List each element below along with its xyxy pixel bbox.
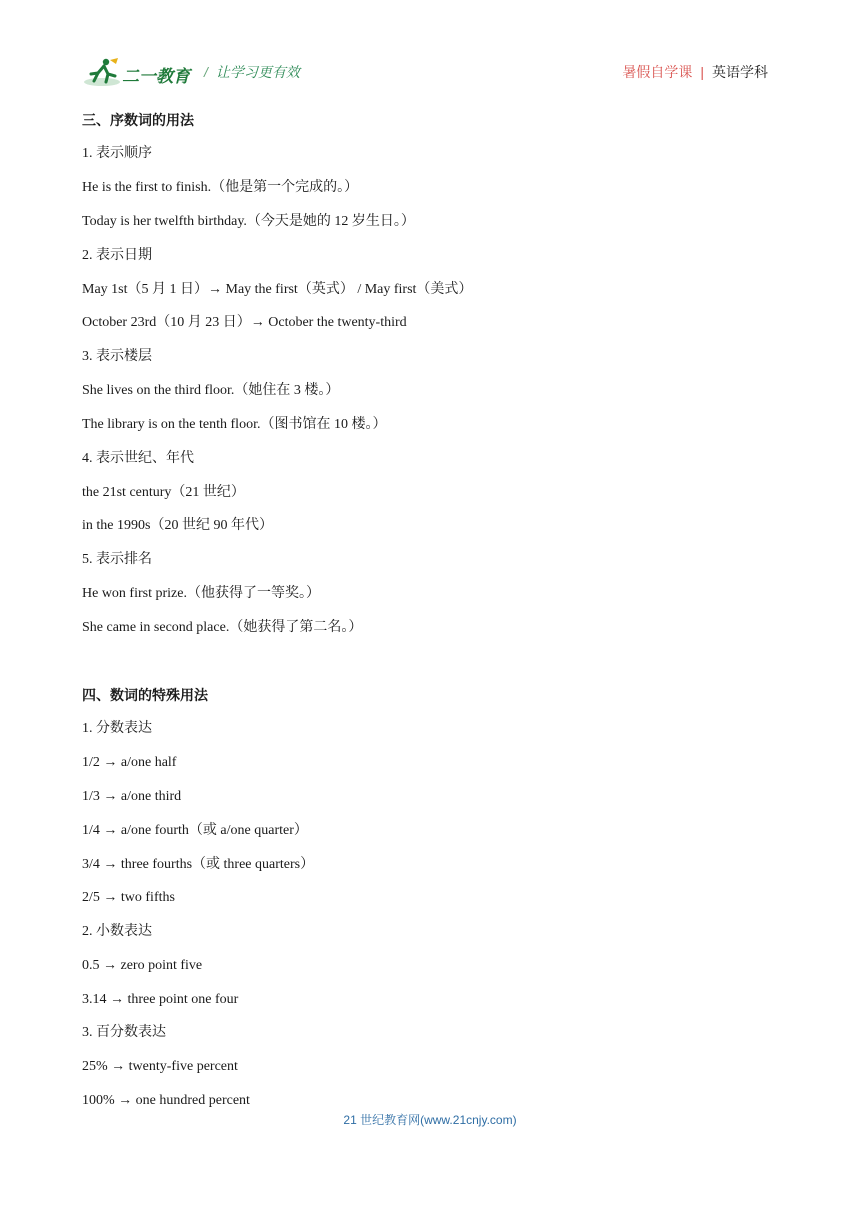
logo — [82, 56, 194, 88]
text-line: in the 1990s（20 世纪 90 年代） — [82, 518, 273, 533]
course-label: 暑假自学课 — [622, 64, 693, 80]
text-line: 5. 表示排名 — [82, 552, 152, 567]
text-line: 2/5 → two fifths — [82, 890, 175, 905]
text-line: 3/4 → three fourths（或 three quarters） — [82, 857, 315, 872]
subject-label: 英语学科 — [712, 64, 768, 80]
text-line: 1. 分数表达 — [82, 721, 152, 736]
text-line: 3. 表示楼层 — [82, 349, 152, 364]
text-line: She lives on the third floor.（她住在 3 楼。） — [82, 383, 340, 398]
header-separator: | — [700, 64, 704, 80]
text-line: 25% → twenty-five percent — [82, 1059, 238, 1074]
text-line: 1/3 → a/one third — [82, 789, 182, 804]
text-line: 3. 百分数表达 — [82, 1025, 166, 1040]
text-line: He is the first to finish.（他是第一个完成的。） — [82, 180, 359, 195]
runner-logo-icon — [82, 56, 122, 88]
text-line: 1/2 → a/one half — [82, 755, 177, 770]
text-line: 3.14 → three point one four — [82, 992, 239, 1007]
text-line: 2. 表示日期 — [82, 248, 152, 263]
slogan-text: 让学习更有效 — [215, 64, 300, 80]
text-line: 1. 表示顺序 — [82, 146, 152, 161]
slogan — [204, 62, 300, 82]
text-line: 2. 小数表达 — [82, 924, 152, 939]
header-course-info — [622, 62, 768, 82]
text-line: 1/4 → a/one fourth（或 a/one quarter） — [82, 823, 308, 838]
text-line: October 23rd（10 月 23 日）→ October the twenty-third — [82, 315, 407, 330]
text-line: The library is on the tenth floor.（图书馆在 10 楼。） — [82, 417, 387, 432]
text-line: Today is her twelfth birthday.（今天是她的 12 岁生日。） — [82, 214, 415, 229]
text-line: May 1st（5 月 1 日）→ May the first（英式） / May first（美式） — [82, 282, 473, 297]
logo-text: 二一教育 — [122, 67, 190, 86]
text-line: 4. 表示世纪、年代 — [82, 451, 194, 466]
text-line: 0.5 → zero point five — [82, 958, 203, 973]
section-heading: 四、数词的特殊用法 — [82, 687, 208, 703]
text-line: 100% → one hundred percent — [82, 1093, 250, 1108]
section-heading: 三、序数词的用法 — [82, 112, 194, 128]
page-footer: 21 世纪教育网(www.21cnjy.com) — [343, 1113, 517, 1127]
text-line: He won first prize.（他获得了一等奖。） — [82, 586, 320, 601]
text-line: She came in second place.（她获得了第二名。） — [82, 620, 363, 635]
slash-divider: / — [204, 64, 208, 80]
text-line: the 21st century（21 世纪） — [82, 485, 245, 500]
page-header — [82, 54, 768, 90]
